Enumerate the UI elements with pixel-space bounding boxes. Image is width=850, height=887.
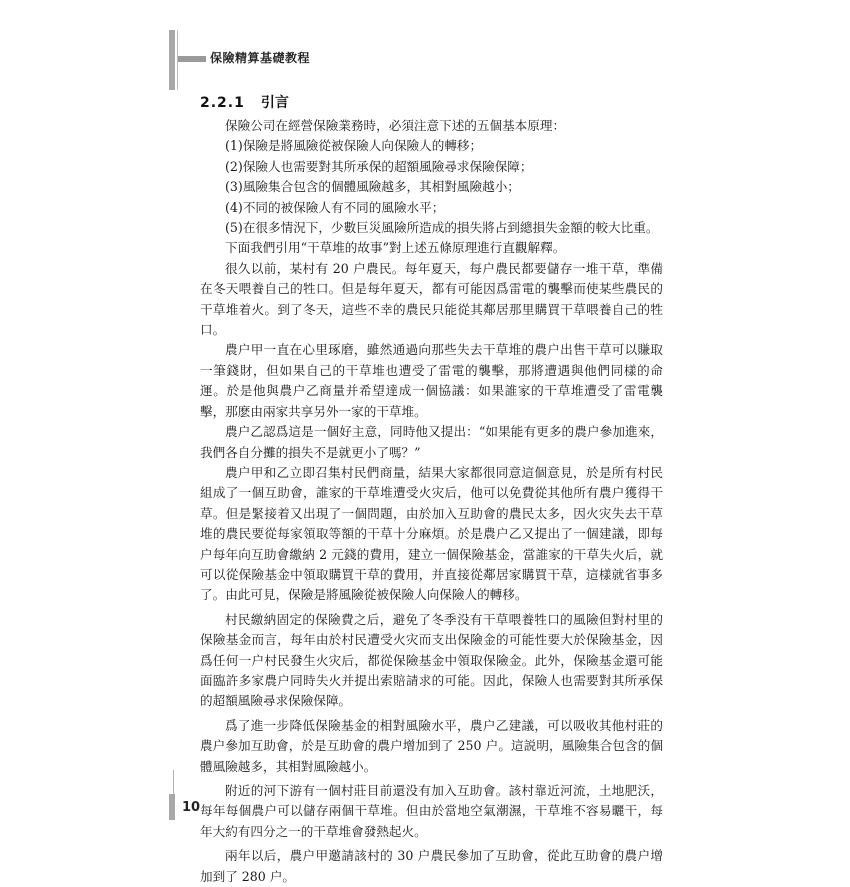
principle-item: (4)不同的被保險人有不同的風險水平； bbox=[225, 199, 445, 215]
paragraph: 農户甲一直在心里琢磨，雖然通過向那些失去干草堆的農户出售干草可以賺取一筆錢財，但如果自己的干草堆也遭受了雷電的襲擊，那將遭遇與他們同樣的命運。於是他與農户乙商量并希望達成一個協議：如果誰家的干草堆遭受了雷電襲擊，那麽由兩家共享另外一家的干草堆。 bbox=[200, 342, 663, 419]
intro-paragraph: 保險公司在經營保險業務時，必須注意下述的五個基本原理： bbox=[225, 118, 566, 133]
running-header-title: 保險精算基礎教程 bbox=[210, 51, 311, 65]
paragraph: 很久以前，某村有 20 户農民。每年夏天，每户農民都要儲存一堆干草，準備在冬天喂養自己的牲口。但是每年夏天，都有可能因爲雷電的襲擊而使某些農民的干草堆着火。到了冬天，這些不幸的農民只能從其鄰居那里購買干草喂養自己的牲口。 bbox=[200, 260, 663, 338]
principle-item: (1)保險是將風險從被保險人向保險人的轉移； bbox=[225, 138, 483, 154]
paragraph: 農户甲和乙立即召集村民們商量，結果大家都很同意這個意見，於是所有村民組成了一個互助會，誰家的干草堆遭受火灾后，他可以免費從其他所有農户獲得干草。但是緊接着又出現了一個問題，由於加入互助會的農民太多，因火灾失去干草堆的農民要從每家領取等額的干草十分麻煩。於是農户乙又提出了一個建議，即每户每年向互助會繳納 2 元錢的費用，建立一個保險基金，當誰家的干草失火后，就可以從保險基金中領取購買干草的費用，并直接從鄰居家購買干草，這樣就省事多了。由此可見，保險是將風險從被保險人向保險人的轉移。 bbox=[200, 464, 663, 603]
footer-vertical-bar bbox=[169, 794, 175, 820]
header-horizontal-bar bbox=[178, 56, 206, 62]
header-vertical-bar bbox=[169, 30, 175, 90]
paragraph: 爲了進一步降低保險基金的相對風險水平，農户乙建議，可以吸收其他村莊的農户參加互助會，於是互助會的農户增加到了 250 户。這説明，風險集合包含的個體風險越多，其相對風險越小。 bbox=[200, 717, 663, 774]
section-heading bbox=[200, 92, 289, 112]
section-title: 引言 bbox=[260, 95, 289, 111]
paragraph: 兩年以后，農户甲邀請該村的 30 户農民參加了互助會，從此互助會的農户增加到了 280 户。 bbox=[200, 848, 663, 884]
paragraph: 下面我們引用“干草堆的故事”對上述五條原理進行直觀解釋。 bbox=[225, 240, 566, 256]
principle-item: (5)在很多情況下，少數巨災風險所造成的損失將占到總損失金額的較大比重。 bbox=[225, 220, 659, 236]
body-text bbox=[200, 116, 663, 887]
principle-item: (2)保險人也需要對其所承保的超額風險尋求保險保障； bbox=[225, 158, 533, 174]
paragraph: 附近的河下游有一個村莊目前還没有加入互助會。該村靠近河流，土地肥沃，每年每個農户可以儲存兩個干草堆。但由於當地空氣潮濕，干草堆不容易曬干，每年大約有四分之一的干草堆會發熱起火。 bbox=[200, 783, 663, 839]
paragraph: 農户乙認爲這是一個好主意，同時他又提出：“如果能有更多的農户參加進來，我們各自分攤的損失不是就更小了嗎？” bbox=[200, 424, 663, 460]
paragraph: 村民繳納固定的保險費之后，避免了冬季没有干草喂養牲口的風險但對村里的保險基金而言，每年由於村民遭受火灾而支出保險金的可能性要大於保險基金，因爲任何一户村民發生火灾后，都從保險基金中領取保險金。此外，保險基金還可能面臨許多家農户同時失火并提出索賠請求的可能。因此，保險人也需要對其所承保的超額風險尋求保險保障。 bbox=[200, 611, 663, 709]
principle-item: (3)風險集合包含的個體風險越多，其相對風險越小； bbox=[225, 179, 520, 195]
section-number: 2.2.1 bbox=[200, 95, 245, 111]
page-number: 10 bbox=[182, 800, 201, 815]
